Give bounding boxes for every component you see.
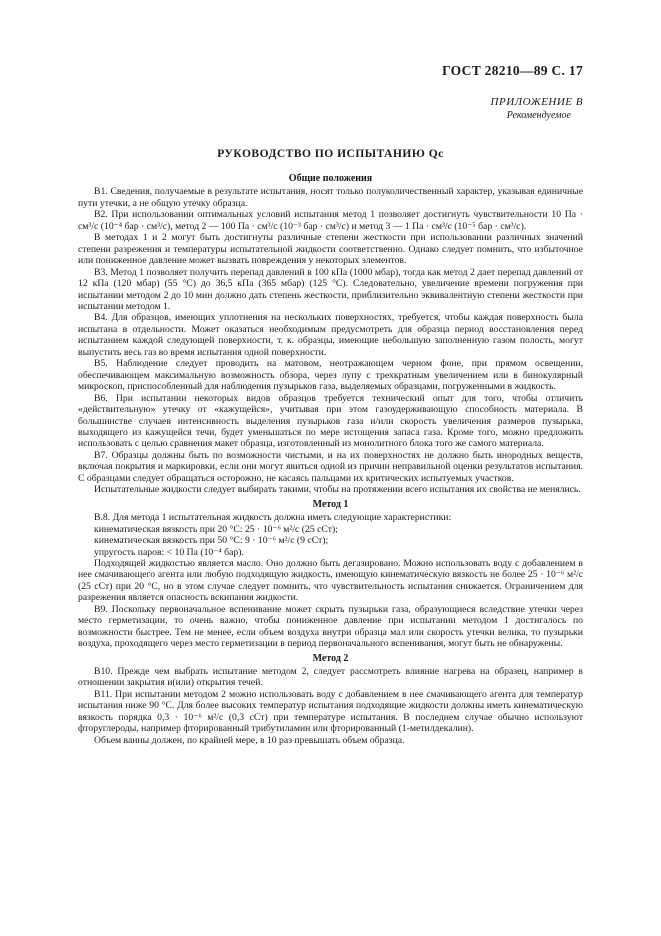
- document-body: [78, 170, 583, 746]
- list-item: кинематическая вязкость при 50 °С: 9 · 10⁻⁶ м²/с (9 сСт);: [94, 535, 329, 547]
- page-title: РУКОВОДСТВО ПО ИСПЫТАНИЮ Qc: [217, 148, 444, 160]
- paragraph: В методах 1 и 2 могут быть достигнуты различные степени жесткости при использовании различных значений степени разрежения и температуры испытательной жидкости соответственно. Однако следует помнить, что избыточное или пониженное давление может вызвать повреждения у некоторых элементов.: [78, 232, 583, 267]
- paragraph: В11. При испытании методом 2 можно использовать воду с добавлением в нее смачивающего агента для температур испытания ниже 90 °С. Для более высоких температур испытания подходящие жидкости должны иметь кинематическую вязкость порядка 0,3 · 10⁻⁶ м²/с (0,3 сСт) при температуре испытания. В последнем случае обычно используют фторуглероды, например фторированный трибутиламин или фторированный (1-метилдекалин).: [78, 688, 583, 735]
- appendix-status: Рекомендуемое: [506, 110, 571, 121]
- paragraph: В2. При использовании оптимальных условий испытания метод 1 позволяет достигнуть чувствительности 10 Па · см³/с (10⁻⁴ бар · см³/с), метод 2 — 100 Па · см³/с (10⁻³ бар · см³/с) и метод 3 — 1 Па · см³/с (10⁻⁵ бар · см³/с).: [78, 209, 583, 232]
- section-heading-general: Общие положения: [288, 173, 373, 184]
- paragraph: Испытательные жидкости следует выбирать такими, чтобы на протяжении всего испытания их свойства не менялись.: [94, 484, 581, 496]
- paragraph: В3. Метод 1 позволяет получить перепад давлений в 100 кПа (1000 мбар), тогда как метод 2 дает перепад давлений от 12 кПа (120 мбар) (55 °С) до 36,5 кПа (365 мбар) (125 °С). Следовательно, увеличение времени погружения при испытании методом 2 до 10 мин должно дать степень жесткости, приблизительно эквивалентную степени жесткости при испытании методом 1.: [78, 266, 583, 312]
- list-item: упругость паров: < 10 Па (10⁻⁴ бар).: [94, 546, 244, 558]
- paragraph: В.8. Для метода 1 испытательная жидкость должна иметь следующие характеристики:: [94, 512, 452, 524]
- paragraph: Подходящей жидкостью является масло. Оно должно быть дегазировано. Можно использовать воду с добавлением в нее смачивающего агента или любую подходящую жидкость, имеющую кинематическую вязкость не более 25 · 10⁻⁶ м²/с (25 сСт) при 20 °С, но в этом случае следует помнить, что чувствительность испытания снижается. Ограничением для разрежения является опасность вскипания жидкости.: [78, 557, 583, 604]
- paragraph: В1. Сведения, получаемые в результате испытания, носят только полуколичественный характер, указывая единичные пути утечки, а не общую утечку образца.: [78, 186, 583, 209]
- section-heading-method-1: Метод 1: [312, 498, 349, 510]
- section-heading-method-2: Метод 2: [312, 652, 349, 664]
- paragraph: В5. Наблюдение следует проводить на матовом, неотражающем черном фоне, при прямом освещении, обеспечивающем максимальную возможность обзора, через лупу с трехкратным увеличением или в бинокулярный микроскоп, приспособленный для наблюдения пузырьков газа, выделяемых образцами, погруженными в жидкость.: [78, 358, 583, 393]
- paragraph: Объем ванны должен, по крайней мере, в 10 раз превышать объем образца.: [94, 734, 405, 746]
- paragraph: В7. Образцы должны быть по возможности чистыми, и на их поверхностях не должно быть инородных веществ, включая покрытия и маркировки, если они могут явиться одной из причин неправильной оценки результатов испытания. С образцами следует обращаться осторожно, не касаясь пальцами их критических испытуемых участков.: [78, 449, 583, 484]
- appendix-label: ПРИЛОЖЕНИЕ В: [490, 96, 583, 108]
- paragraph: В10. Прежде чем выбрать испытание методом 2, следует рассмотреть влияние нагрева на образец, например в отношении закрытия и(или) открытия течей.: [78, 666, 583, 689]
- paragraph: В6. При испытании некоторых видов образцов требуется технический опыт для того, чтобы отличить «действительную» утечку от «кажущейся», учитывая при этом газоудерживающую способность материала. В большинстве случаев интенсивность выделения пузырьков газа и/или скорость увеличения размеров пузырька, выходящего из кажущейся течи, будет уменьшаться по мере истощения запаса газа. Кроме того, можно предложить использовать с целью сравнения макет образца, изготовленный из монолитного блока того же самого материала.: [78, 392, 583, 450]
- document-reference: ГОСТ 28210—89 С. 17: [442, 63, 583, 78]
- list-item: кинематическая вязкость при 20 °С: 25 · 10⁻⁶ м²/с (25 сСт);: [94, 523, 338, 535]
- paragraph: В4. Для образцов, имеющих уплотнения на нескольких поверхностях, требуется, чтобы каждая поверхность была испытана в отдельности. Может оказаться необходимым предусмотреть для образца период восстановления перед испытанием каждой следующей поверхности, т. к. образцы, имеющие небольшую заполненную газом полость, могут выпустить весь газ во время испытания одной поверхности.: [78, 312, 583, 358]
- paragraph: В9. Поскольку первоначальное вспенивание может скрыть пузырьки газа, образующиеся вследствие утечки через место герметизации, то очень важно, чтобы пониженное давление при испытании методом 1 достигалось по возможности быстрее. Тем не менее, если объем воздуха внутри образца мал или скорость утечки велика, то пузырьки воздуха, проходящего через место герметизации в период первоначального вспенивания, могут быть не обнаружены.: [78, 603, 583, 650]
